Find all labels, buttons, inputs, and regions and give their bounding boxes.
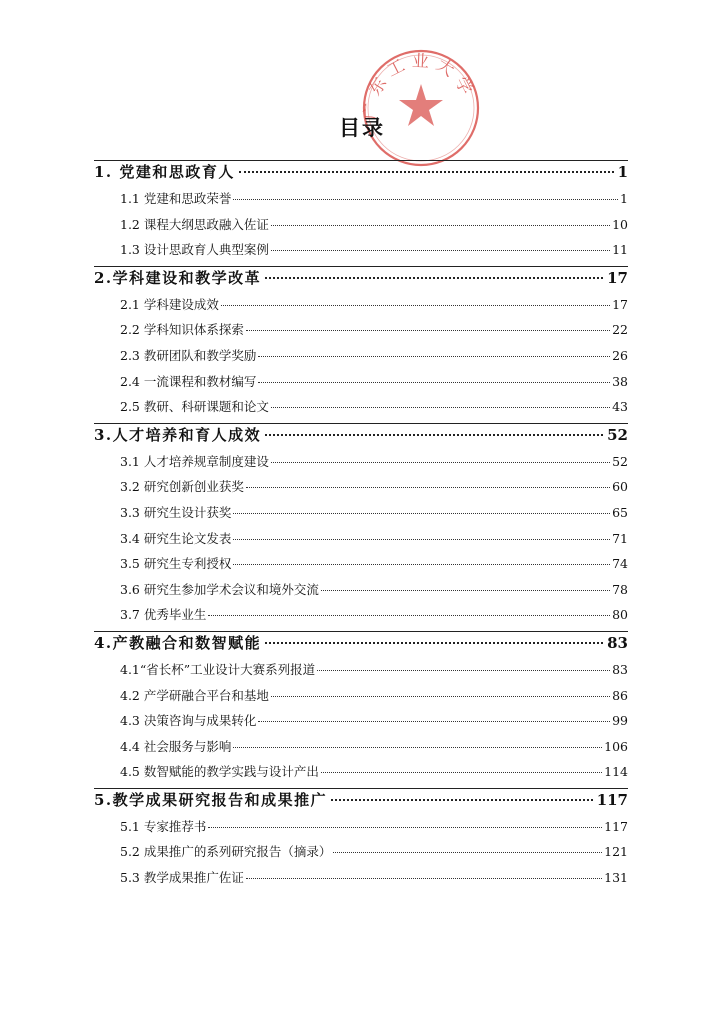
section-page-number: 17: [607, 268, 628, 287]
entry-page-number: 17: [612, 296, 628, 312]
entry-page-number: 117: [604, 818, 628, 834]
section-page-number: 117: [596, 790, 628, 809]
toc-entry[interactable]: [94, 452, 628, 478]
toc-section: [94, 423, 628, 631]
entry-page-number: 106: [604, 738, 628, 754]
entry-title: 4.5 数智赋能的教学实践与设计产出: [120, 764, 319, 780]
entry-title: 3.5 研究生专利授权: [120, 556, 232, 572]
entry-page-number: 60: [612, 479, 628, 495]
leader-dots: [271, 250, 610, 251]
entry-page-number: 52: [612, 453, 628, 469]
entry-title: 1.2 课程大纲思政融入佐证: [120, 216, 269, 232]
entry-page-number: 114: [604, 764, 628, 780]
leader-dots: [333, 852, 602, 853]
toc-section-heading[interactable]: [94, 424, 628, 450]
leader-dots: [321, 590, 610, 591]
leader-dots: [258, 356, 610, 357]
entry-title: 5.3 教学成果推广佐证: [120, 870, 244, 886]
entry-title: 3.4 研究生论文发表: [120, 530, 232, 546]
section-page-number: 83: [607, 633, 628, 652]
entry-page-number: 10: [612, 216, 628, 232]
toc-entry[interactable]: [94, 320, 628, 346]
entry-page-number: 86: [612, 687, 628, 703]
entry-title: 3.3 研究生设计获奖: [120, 504, 232, 520]
section-title: 4.产教融合和数智赋能: [94, 633, 262, 652]
entry-title: 4.4 社会服务与影响: [120, 738, 232, 754]
entry-title: 2.3 教研团队和教学奖励: [120, 347, 257, 363]
leader-dots: [265, 434, 603, 436]
leader-dots: [258, 721, 610, 722]
entry-page-number: 1: [620, 191, 628, 206]
toc-entry[interactable]: [94, 346, 628, 372]
toc-section: [94, 788, 628, 894]
entry-page-number: 26: [612, 347, 628, 363]
entry-title: 1.3 设计思政育人典型案例: [120, 242, 269, 258]
toc-entry[interactable]: [94, 503, 628, 529]
leader-dots: [233, 539, 610, 540]
toc-section-heading[interactable]: [94, 632, 628, 658]
entry-title: 1.1 党建和思政荣誉: [120, 191, 232, 206]
leader-dots: [271, 462, 610, 463]
entry-title: 3.6 研究生参加学术会议和境外交流: [120, 581, 319, 597]
leader-dots: [265, 277, 603, 279]
toc-section: [94, 266, 628, 423]
entry-title: 2.1 学科建设成效: [120, 296, 219, 312]
entry-page-number: 131: [604, 870, 628, 886]
entry-page-number: 78: [612, 581, 628, 597]
entry-page-number: 74: [612, 556, 628, 572]
leader-dots: [246, 330, 610, 331]
leader-dots: [221, 305, 610, 306]
entry-title: 2.5 教研、科研课题和论文: [120, 399, 269, 415]
section-title: 2.学科建设和教学改革: [94, 268, 262, 287]
entry-page-number: 71: [612, 530, 628, 546]
entry-title: 3.2 研究创新创业获奖: [120, 479, 244, 495]
entry-title: 4.3 决策咨询与成果转化: [120, 713, 257, 729]
section-title: 5.教学成果研究报告和成果推广: [94, 790, 328, 809]
entry-page-number: 11: [612, 242, 628, 258]
leader-dots: [233, 564, 610, 565]
toc-section-heading[interactable]: [94, 789, 628, 815]
entry-title: 5.2 成果推广的系列研究报告（摘录）: [120, 844, 332, 860]
entry-title: 4.1“省长杯”工业设计大赛系列报道: [120, 661, 316, 677]
toc-entry[interactable]: [94, 868, 628, 894]
leader-dots: [239, 171, 614, 173]
leader-dots: [233, 747, 602, 748]
toc-entry[interactable]: [94, 711, 628, 737]
leader-dots: [246, 878, 602, 879]
leader-dots: [271, 407, 610, 408]
toc-section: [94, 160, 628, 266]
toc-entry[interactable]: [94, 660, 628, 686]
toc-entry[interactable]: [94, 295, 628, 321]
toc-entry[interactable]: [94, 529, 628, 555]
section-title: 3.人才培养和育人成效: [94, 425, 262, 444]
entry-page-number: 22: [612, 322, 628, 338]
toc-entry[interactable]: [94, 817, 628, 843]
toc-section: [94, 631, 628, 788]
entry-page-number: 83: [612, 661, 628, 677]
entry-page-number: 65: [612, 504, 628, 520]
entry-title: 3.7 优秀毕业生: [120, 607, 207, 623]
toc-entry[interactable]: [94, 372, 628, 398]
leader-dots: [331, 799, 593, 801]
entry-page-number: 80: [612, 607, 628, 623]
svg-text:广东工业大学: 广东工业大学: [361, 51, 479, 121]
entry-page-number: 121: [604, 844, 628, 860]
entry-page-number: 99: [612, 713, 628, 729]
section-page-number: 1: [617, 163, 628, 181]
toc-entry[interactable]: [94, 215, 628, 241]
toc-entry[interactable]: [94, 397, 628, 423]
toc-section-heading[interactable]: [94, 161, 628, 187]
entry-title: 4.2 产学研融合平台和基地: [120, 687, 269, 703]
leader-dots: [265, 642, 603, 644]
page-title: 目录: [339, 115, 385, 140]
leader-dots: [246, 487, 610, 488]
toc-entry[interactable]: [94, 240, 628, 266]
leader-dots: [233, 199, 618, 200]
toc-entry[interactable]: [94, 580, 628, 606]
leader-dots: [317, 670, 610, 671]
toc-entry[interactable]: [94, 842, 628, 868]
entry-title: 5.1 专家推荐书: [120, 818, 207, 834]
section-page-number: 52: [607, 425, 628, 444]
leader-dots: [321, 772, 602, 773]
entry-title: 3.1 人才培养规章制度建设: [120, 453, 269, 469]
leader-dots: [208, 615, 610, 616]
entry-page-number: 43: [612, 399, 628, 415]
toc-entry[interactable]: [94, 554, 628, 580]
entry-page-number: 38: [612, 373, 628, 389]
university-seal-stamp: [359, 46, 483, 170]
toc-entry[interactable]: [94, 477, 628, 503]
table-of-contents: [94, 160, 628, 894]
toc-entry[interactable]: [94, 189, 628, 215]
entry-title: 2.4 一流课程和教材编写: [120, 373, 257, 389]
toc-entry[interactable]: [94, 605, 628, 631]
toc-entry[interactable]: [94, 686, 628, 712]
section-title: 1. 党建和思政育人: [94, 163, 235, 181]
toc-entry[interactable]: [94, 737, 628, 763]
leader-dots: [271, 696, 610, 697]
leader-dots: [233, 513, 610, 514]
entry-title: 2.2 学科知识体系探索: [120, 322, 244, 338]
toc-entry[interactable]: [94, 762, 628, 788]
leader-dots: [258, 382, 610, 383]
toc-section-heading[interactable]: [94, 267, 628, 293]
leader-dots: [208, 827, 602, 828]
leader-dots: [271, 225, 610, 226]
